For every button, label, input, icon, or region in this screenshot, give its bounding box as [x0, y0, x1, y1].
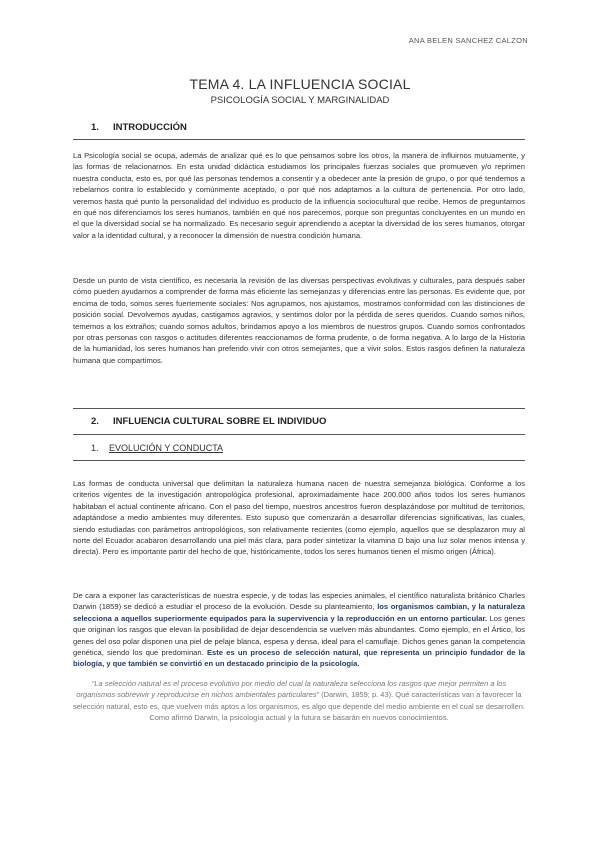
paragraph-2-highlight-1: los organismos cambian, y la naturaleza selecciona a aquellos superiormente equipados para la supervivencia y la reproducción en un entorno particular.: [73, 602, 525, 623]
paragraph-2-highlight-2: Este es un proceso de selección natural, que representa un principio fundador de la biología, y que también se convirtió en un destacado principio de la psicología.: [73, 648, 525, 669]
page-subtitle: PSICOLOGÍA SOCIAL Y MARGINALIDAD: [210, 95, 390, 106]
section-1-number: 1.: [91, 122, 99, 133]
section-1-title: INTRODUCCIÓN: [113, 122, 187, 133]
section-1-paragraph-1: La Psicología social se ocupa, además de analizar qué es lo que pensamos sobre los otros, la manera de influirnos mutuamente, y las formas de relacionarnos. En esta unidad didáctica estudiamos los principales fuerzas sociales que promueven y/o reprimen nuestra conducta, esto es, por qué las personas tendemos a consentir y a obedecer ante la presión de grupo, o por qué tendemos a rebelarnos contra lo establecido y comúnmente aceptado, o por qué nos adaptamos a la cultura de pertenencia. Por otro lado, veremos hasta qué punto la personalidad del individuo es producto de la influencia sociocultural que recibe. Hemos de preguntarnos en qué nos diferenciamos los seres humanos, también en qué nos parecemos, porque son preguntas concluyentes en un mundo en el que la diversidad social se ha normalizado. Es necesario seguir aprendiendo a aceptar la diversidad de los seres humanos, otorgar valor a la identidad cultural, y a reconocer la dimensión de nuestra condición humana.: [73, 151, 525, 240]
title-block: [0, 76, 600, 106]
darwin-quote: [73, 678, 525, 724]
section-1-heading: [91, 122, 187, 133]
section-2-heading: [91, 416, 326, 427]
section-2-divider: [73, 434, 525, 435]
quote-italic: “La selección natural es el proceso evolutivo por medio del cual la naturaleza selecciona los rasgos que mejor permiten a los organismos sobrevivir y reproducirse en nichos ambientales particulares”: [76, 679, 507, 700]
section-2-number: 2.: [91, 416, 99, 427]
author-name: ANA BELEN SANCHEZ CALZON: [408, 36, 528, 45]
subsection-title: EVOLUCIÓN Y CONDUCTA: [109, 443, 224, 453]
subsection-number: 1.: [91, 443, 99, 453]
subsection-divider: [73, 460, 525, 461]
subsection-heading: [91, 443, 223, 453]
section-2-top-divider: [73, 408, 525, 409]
page-title: TEMA 4. LA INFLUENCIA SOCIAL: [189, 76, 411, 92]
section-2-paragraph-1: Las formas de conducta universal que delimitan la naturaleza humana nacen de nuestra semejanza biológica. Conforme a los criterios vigentes de la investigación antropológica profesional, aproximadamente hace 200.000 años todos los seres humanos habitaban el actual continente africano. Con el paso del tiempo, nuestros ancestros fueron desplazándose por multitud de territorios, adaptándose a medio ambientes muy diferentes. Esto supuso que comenzarán a desarrollar diferencias significativas, las cuales, siendo estudiadas con parámetros antropológicos, son relativamente recientes (como ejemplo, aquellos que se desplazaron muy al norte del Ecuador acabaron desarrollando una piel más clara, para poder sintetizar la vitamina D bajo una luz solar menos intensa y directa). Pero es importante partir del hecho de que, históricamente, todos los seres humanos tienen el mismo origen (África).: [73, 479, 525, 557]
section-1-paragraph-2: Desde un punto de vista científico, es necesaria la revisión de las diversas perspectivas evolutivas y culturales, para después saber cómo pueden ayudarnos a comprender de forma más eficiente las semejanzas y diferencias entre las personas. Es evidente que, por encima de todo, somos seres fuertemente sociales: Nos agrupamos, nos ajustamos, mostramos conformidad con las distinciones de posición social. Devolvemos ayudas, castigamos agravios, y sentimos dolor por la pérdida de seres queridos. Cuando somos niños, tememos a los extraños; cuando somos adultos, brindamos apoyo a los miembros de nuestros grupos. Cuando somos confrontados por otras personas con rasgos o actitudes diferentes reaccionamos de forma prudente, o de forma negativa. A lo largo de la Historia de la humanidad, los seres humanos han preferido vivir con otros semejantes, que a vivir solos. Estos rasgos definen la naturaleza humana que compartimos.: [73, 276, 525, 365]
paragraph-2-text-c: Los genes que originan los rasgos que elevan la posibilidad de dejar descendencia se vuelven más abundantes. Como ejemplo, en el Ártico, los genes del oso polar disponen una piel de pelaje blanca, espesa y densa, ideal para el camuflaje. Dichos genes ganan la competencia genética, siendo los que predominan.: [73, 613, 525, 658]
quote-continuation: (Darwin, 1859; p. 43). Qué características van a favorecer la selección natural, esto es, que vuelven más aptos a los organismos, es algo que depende del medio ambiente en el cual se desarrollen. Como afirmó Darwin, la psicología actual y la futura se basarán en nuevos conocimientos.: [73, 690, 525, 723]
section-2-paragraph-2: [73, 590, 525, 670]
paragraph-2-text-a: De cara a exponer las características de nuestra especie, y de todas las especies animales, el científico naturalista británico Charles Darwin (1859) se dedicó a estudiar el proceso de la evolución. Desde su planteamiento,: [73, 591, 525, 612]
section-2-title: INFLUENCIA CULTURAL SOBRE EL INDIVIDUO: [113, 416, 327, 427]
section-1-divider: [73, 139, 525, 140]
